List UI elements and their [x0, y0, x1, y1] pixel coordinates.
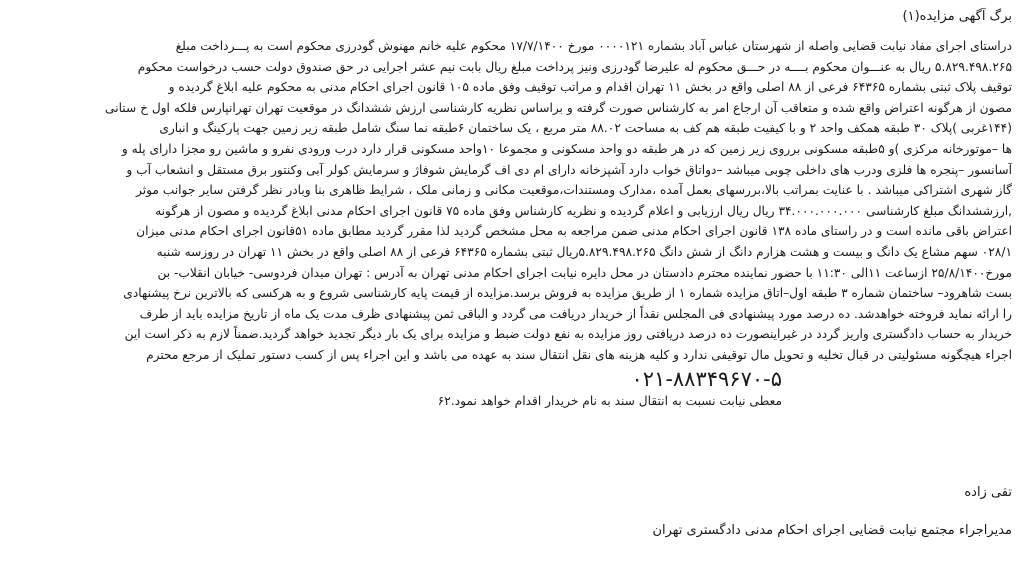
notice-line: توقیف پلاک ثبتی بشماره ۶۴۳۶۵ فرعی از ۸۸ اصلی واقع در بخش ۱۱ تهران اقدام و مراتب توقیف وفق ماده ۱۰۵ قانون اجرای احکام مدنی به محکوم علیه ابلاغ گردیده و [168, 80, 1012, 95]
notice-line: آسانسور –پنجره ها فلزی ودرب های داخلی چوبی میباشد –دواتاق خواب دارد آشپزخانه دارای ام دی اف گرمایش شوفاژ و سرمایش کولر آبی وکنتور برق مستقل و انشعاب آب و [126, 162, 1012, 177]
notice-line: خریدار به حساب دادگستری واریز گردد در غیراینصورت ده درصد دریافتی روز مزایده به نفع دولت ضبط و مزایده برای یک بار دیگر تجدید خواهد گردید.ضمناً لازم به ذکر است این [124, 327, 1012, 342]
notice-closing-line: معطی نیابت نسبت به انتقال سند به نام خریدار اقدام خواهد نمود.۶۲ [437, 393, 782, 408]
notice-line: اعتراض باقی مانده است و در راستای ماده ۱۳۸ قانون اجرای احکام مدنی ضمن مراجعه به محل مشخص گردید لذا مقرر گردید مطابق ماده ۵۱قانون اجرای احکام مدنی میزان [136, 224, 1012, 239]
notice-line: ۰۲۸/۱ سهم مشاع یک دانگ و بیست و هشت هزارم دانگ از شش دانگ ۵.۸۲۹.۴۹۸.۲۶۵ریال ثبتی بشماره ۶۴۳۶۵ فرعی از ۸۸ اصلی واقع در بخش ۱۱ تهران در روزسه شنبه [156, 244, 1012, 259]
notice-line: ۵.۸۲۹.۴۹۸.۲۶۵ ریال به عنـــوان محکوم بــــه در حـــق محکوم له علیرضا گودرزی ونیز پرداخت مبلغ ریال بابت نیم عشر اجرایی در حق صندوق دولت حسب درخواست محکوم [137, 59, 1012, 74]
signatory-name: تقی زاده [964, 485, 1012, 500]
notice-line: مصون از هرگونه اعتراض واقع شده و متعاقب آن ارجاع امر به کارشناس صورت گرفته و براساس نظریه کارشناسی ارزش ششدانگ در موقعیت تهران تهرانپارس فلکه اول خ ستانی [105, 100, 1012, 115]
signatory-role: مدیراجراء مجتمع نیابت قضایی اجرای احکام مدنی دادگستری تهران [652, 523, 1012, 538]
notice-line: (۱۴۴غربی )پلاک ۳۰ طبقه همکف واحد ۲ و با کیفیت طبقه هم کف به مساحت ۸۸.۰۲ متر مربع ، یک ساختمان ۶طبقه نما سنگ شامل طبقه زیر زمین جهت پارکینگ و انباری [159, 121, 1012, 136]
notice-line: گاز شهری اشتراکی میباشد . با عنایت بمراتب بالا،بررسهای بعمل آمده ،مدارک ومستندات،موقعیت مکانی و زمانی ملک ، شرایط ظاهری بنا وبادر نظر گرفتن سایر جوانب موثر [136, 183, 1012, 198]
document-title: برگ آگهی مزایده(۱) [902, 9, 1012, 24]
notice-body [10, 36, 1012, 411]
notice-line: ها –موتورخانه مرکزی )و ۵طبقه مسکونی برروی زیر زمین که در هر طبقه دو واحد مسکونی و مجموعا ۱۰واحد مسکونی قرار دارد درب ورودی نفرو و ماشین رو مجزا دارای پله و [121, 141, 1012, 156]
notice-line: ,ارزششدانگ مبلغ کارشناسی ۳۴.۰۰۰.۰۰۰.۰۰۰ ریال ریال ارزیابی و اعلام گردیده و نظریه کارشناس وفق ماده ۷۵ قانون اجرای احکام مدنی ابلاغ گردیده و مصون از هرگونه [155, 203, 1012, 218]
notice-line: را ارائه نماید فروخته خواهدشد. ده درصد مورد پیشنهادی فی المجلس نقداً از خریدار دریافت می گردد و الباقی ثمن پیشنهادی ظرف مدت یک ماه از تاریخ مزایده باید از طرف [139, 306, 1012, 321]
notice-line: مورخ۲۵/۸/۱۴۰۰ ازساعت ۱۱الی ۱۱:۳۰ با حضور نماینده محترم دادستان در محل دایره نیابت اجرای احکام مدنی تهران به آدرس : تهران میدان فردوسی- خیابان انقلاب- بن [157, 265, 1012, 280]
notice-line: دراستای اجرای مفاد نیابت قضایی واصله از شهرستان عباس آباد بشماره ۰۰۰۰۱۲۱ مورخ ۱۷/۷/۱۴۰۰ محکوم علیه خانم مهنوش گودرزی محکوم است به پـــرداخت مبلغ [175, 39, 1012, 53]
signature-block [652, 484, 1012, 540]
contact-phone-number: ۰۲۱-۸۸۳۴۹۶۷۰-۵ [631, 366, 782, 391]
notice-line: اجراء هیچگونه مسئولیتی در قبال تخلیه و تحویل مال توقیفی ندارد و کلیه هزینه های نقل انتقال سند به عهده می باشد و این اجراء پس از کسب دستور تملیک از مرجع محترم [146, 347, 1012, 362]
notice-line: بست شاهرود– ساختمان شماره ۳ طبقه اول–اتاق مزایده شماره ۱ از طریق مزایده به فروش برسد.مزایده از قیمت پایه کارشناسی شروع و به هرکسی که بالاترین نرخ پیشنهادی [123, 286, 1012, 301]
